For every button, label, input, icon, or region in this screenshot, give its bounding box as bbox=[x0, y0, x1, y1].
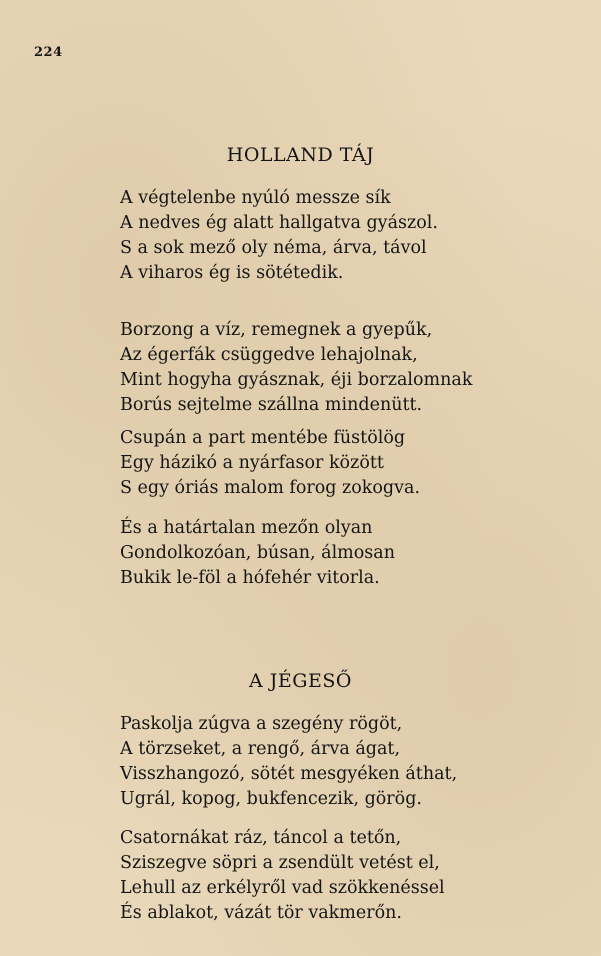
verse-line: És ablakot, vázát tör vakmerőn. bbox=[120, 903, 402, 923]
verse-line: Borús sejtelme szállna mindenütt. bbox=[120, 395, 423, 415]
verse-line: A végtelenbe nyúló messze sík bbox=[120, 188, 391, 208]
verse-line: S a sok mező oly néma, árva, távol bbox=[120, 238, 427, 258]
page-number: 224 bbox=[34, 45, 63, 60]
verse-line: Egy házikó a nyárfasor között bbox=[120, 453, 384, 473]
poem-title: A JÉGESŐ bbox=[249, 670, 352, 692]
verse-line: A viharos ég is sötétedik. bbox=[120, 263, 344, 283]
poem-title: HOLLAND TÁJ bbox=[226, 144, 375, 166]
stanza bbox=[120, 186, 560, 286]
stanza bbox=[120, 712, 560, 812]
verse-line: Borzong a víz, remegnek a gyepűk, bbox=[120, 320, 433, 340]
verse-line: S egy óriás malom forog zokogva. bbox=[120, 478, 421, 498]
verse-line: Csupán a part mentébe füstölög bbox=[120, 428, 406, 448]
verse-line: Ugrál, kopog, bukfencezik, görög. bbox=[120, 789, 422, 809]
verse-line: Mint hogyha gyásznak, éji borzalomnak bbox=[120, 370, 473, 390]
verse-line: A törzseket, a rengő, árva ágat, bbox=[120, 739, 401, 759]
stanza bbox=[120, 516, 560, 591]
verse-line: Az égerfák csüggedve lehajolnak, bbox=[120, 345, 418, 365]
stanza bbox=[120, 826, 560, 926]
verse-line: Sziszegve söpri a zsendült vetést el, bbox=[120, 853, 440, 873]
verse-line: Paskolja zúgva a szegény rögöt, bbox=[120, 714, 403, 734]
verse-line: És a határtalan mezőn olyan bbox=[120, 518, 373, 538]
verse-line: A nedves ég alatt hallgatva gyászol. bbox=[120, 213, 438, 233]
verse-line: Lehull az erkélyről vad szökkenéssel bbox=[120, 878, 445, 898]
stanza bbox=[120, 318, 560, 418]
verse-line: Visszhangozó, sötét mesgyéken áthat, bbox=[120, 764, 458, 784]
verse-line: Csatornákat ráz, táncol a tetőn, bbox=[120, 828, 402, 848]
stanza bbox=[120, 426, 560, 501]
verse-line: Gondolkozóan, búsan, álmosan bbox=[120, 543, 395, 563]
verse-line: Bukik le-föl a hófehér vitorla. bbox=[120, 568, 380, 588]
